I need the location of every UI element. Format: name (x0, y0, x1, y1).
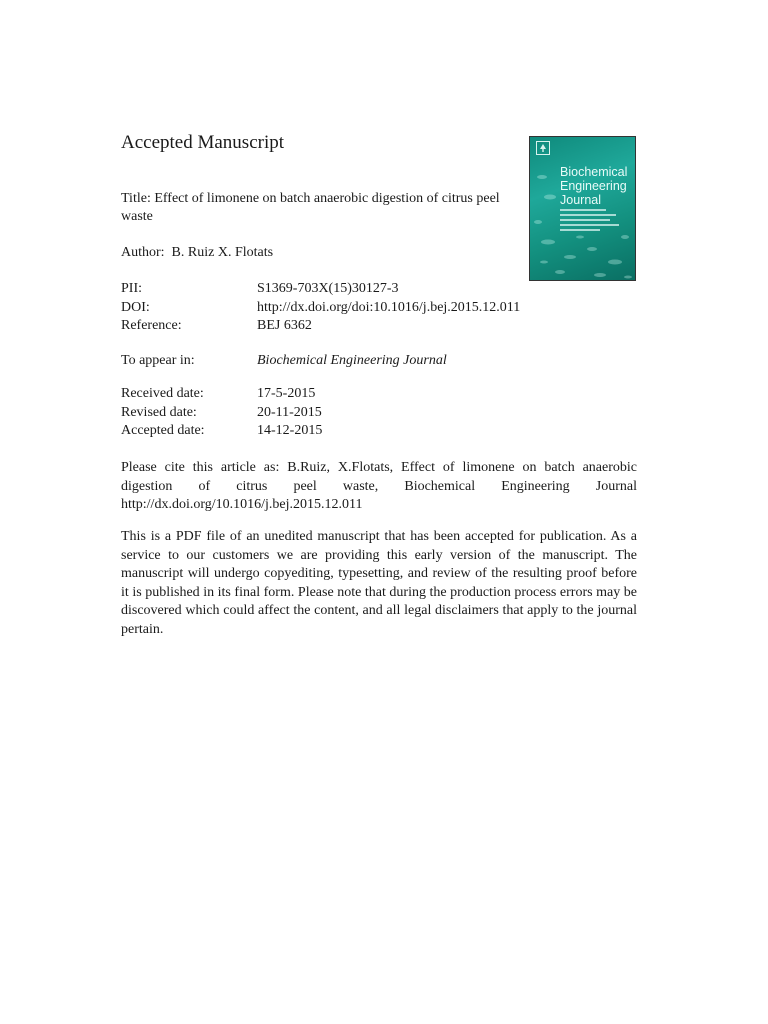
accepted-value: 14-12-2015 (257, 423, 323, 438)
identifier-list (121, 280, 520, 336)
article-title: Title: Effect of limonene on batch anaerobic digestion of citrus peel waste (121, 191, 500, 224)
appear-in (121, 352, 447, 371)
journal-cover-image (529, 136, 636, 281)
journal-name: Biochemical Engineering Journal (257, 353, 447, 368)
manuscript-heading: Accepted Manuscript (121, 132, 285, 153)
citation-paragraph: Please cite this article as: B.Ruiz, X.Flotats, Effect of limonene on batch anaerobic digestion of citrus peel waste, Biochemical Engineering Journal http://dx.doi.org/10.1016/j.bej.2015.12.011 (121, 460, 637, 512)
revised-row (121, 404, 322, 423)
doi-row (121, 299, 520, 318)
reference-value: BEJ 6362 (257, 318, 312, 333)
reference-row (121, 317, 520, 336)
date-list (121, 385, 322, 441)
received-label: Received date: (121, 386, 204, 401)
received-value: 17-5-2015 (257, 386, 316, 401)
cover-small-print (560, 209, 626, 234)
pii-label: PII: (121, 281, 142, 296)
disclaimer-paragraph: This is a PDF file of an unedited manuscript that has been accepted for publication. As a service to our customers we are providing this early version of the manuscript. The manuscript will undergo copyediting, typesetting, and review of the resulting proof before it is published in its final form. Please note that during the production process errors may be discovered which could affect the content, and all legal disclaimers that apply to the journal pertain. (121, 529, 637, 637)
accepted-label: Accepted date: (121, 423, 205, 438)
appear-row (121, 352, 447, 371)
pii-row (121, 280, 520, 299)
doi-link[interactable]: http://dx.doi.org/doi:10.1016/j.bej.2015.12.011 (257, 299, 521, 315)
reference-label: Reference: (121, 318, 182, 333)
received-row (121, 385, 322, 404)
elsevier-tree-icon (536, 141, 550, 155)
doi-label: DOI: (121, 299, 150, 315)
pii-value: S1369-703X(15)30127-3 (257, 281, 399, 296)
accepted-row (121, 422, 322, 441)
article-author: Author: B. Ruiz X. Flotats (121, 245, 274, 260)
revised-value: 20-11-2015 (257, 404, 322, 420)
revised-label: Revised date: (121, 404, 197, 420)
cover-journal-title: Biochemical Engineering Journal (560, 165, 628, 207)
appear-label: To appear in: (121, 353, 195, 368)
